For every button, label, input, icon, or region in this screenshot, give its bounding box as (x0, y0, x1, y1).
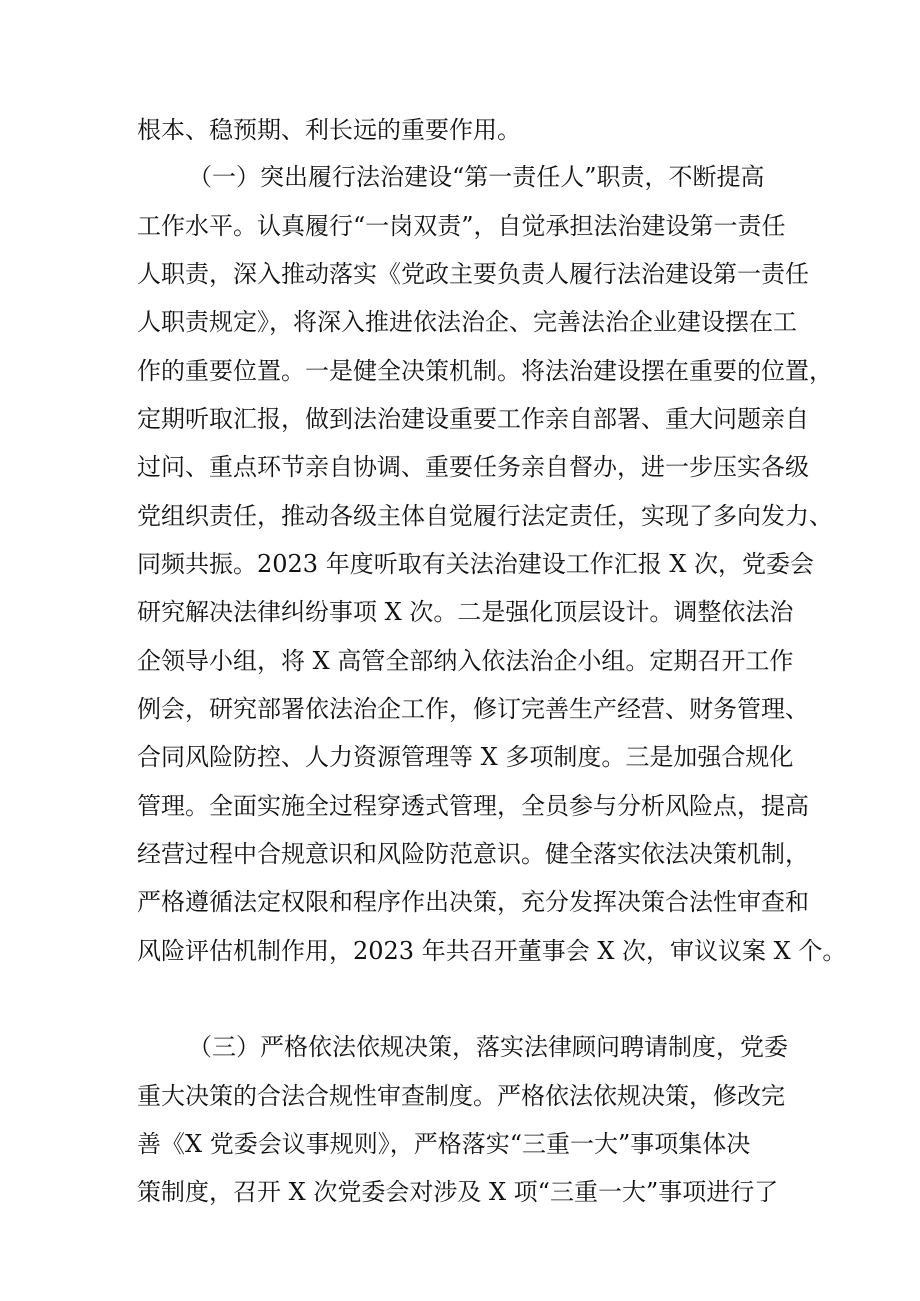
text-line: 例会，研究部署依法治企工作，修订完善生产经营、财务管理、 (137, 695, 809, 723)
text-line: 过问、重点环节亲自协调、重要任务亲自督办，进一步压实各级 (137, 453, 809, 481)
text-line: 重大决策的合法合规性审查制度。严格依法依规决策，修改完 (137, 1082, 785, 1110)
text-line: 管理。全面实施全过程穿透式管理，全员参与分析风险点，提高 (137, 792, 809, 820)
section-heading-line: （三）严格依法依规决策，落实法律顾问聘请制度，党委 (188, 1033, 788, 1061)
text-line: 策制度，召开 X 次党委会对涉及 X 项“三重一大”事项进行了 (137, 1178, 779, 1206)
text-line: 经营过程中合规意识和风险防范意识。健全落实依法决策机制， (137, 840, 809, 868)
text-line: 作的重要位置。一是健全决策机制。将法治建设摆在重要的位置， (137, 357, 833, 385)
text-line: 定期听取汇报，做到法治建设重要工作亲自部署、重大问题亲自 (137, 405, 809, 433)
section-heading-line: （一）突出履行法治建设“第一责任人”职责，不断提高 (188, 163, 765, 191)
text-line: 人职责，深入推动落实《党政主要负责人履行法治建设第一责任 (137, 260, 809, 288)
text-line: 同频共振。2023 年度听取有关法治建设工作汇报 X 次，党委会 (137, 550, 815, 578)
text-line: 合同风险防控、人力资源管理等 X 多项制度。三是加强合规化 (137, 743, 794, 771)
text-line: 企领导小组，将 X 高管全部纳入依法治企小组。定期召开工作 (137, 647, 794, 675)
text-line: 人职责规定》，将深入推进依法治企、完善法治企业建设摆在工 (137, 308, 797, 336)
text-line: 严格遵循法定权限和程序作出决策，充分发挥决策合法性审查和 (137, 888, 809, 916)
text-line: 研究解决法律纠纷事项 X 次。二是强化顶层设计。调整依法治 (137, 598, 794, 626)
text-line: 风险评估机制作用，2023 年共召开董事会 X 次，审议议案 X 个。 (137, 937, 847, 965)
text-line: 工作水平。认真履行“一岗双责”，自觉承担法治建设第一责任 (137, 212, 786, 240)
text-line: 根本、稳预期、利长远的重要作用。 (137, 116, 521, 144)
text-line: 善《X 党委会议事规则》，严格落实“三重一大”事项集体决 (137, 1130, 751, 1158)
text-line: 党组织责任，推动各级主体自觉履行法定责任，实现了多向发力、 (137, 502, 833, 530)
